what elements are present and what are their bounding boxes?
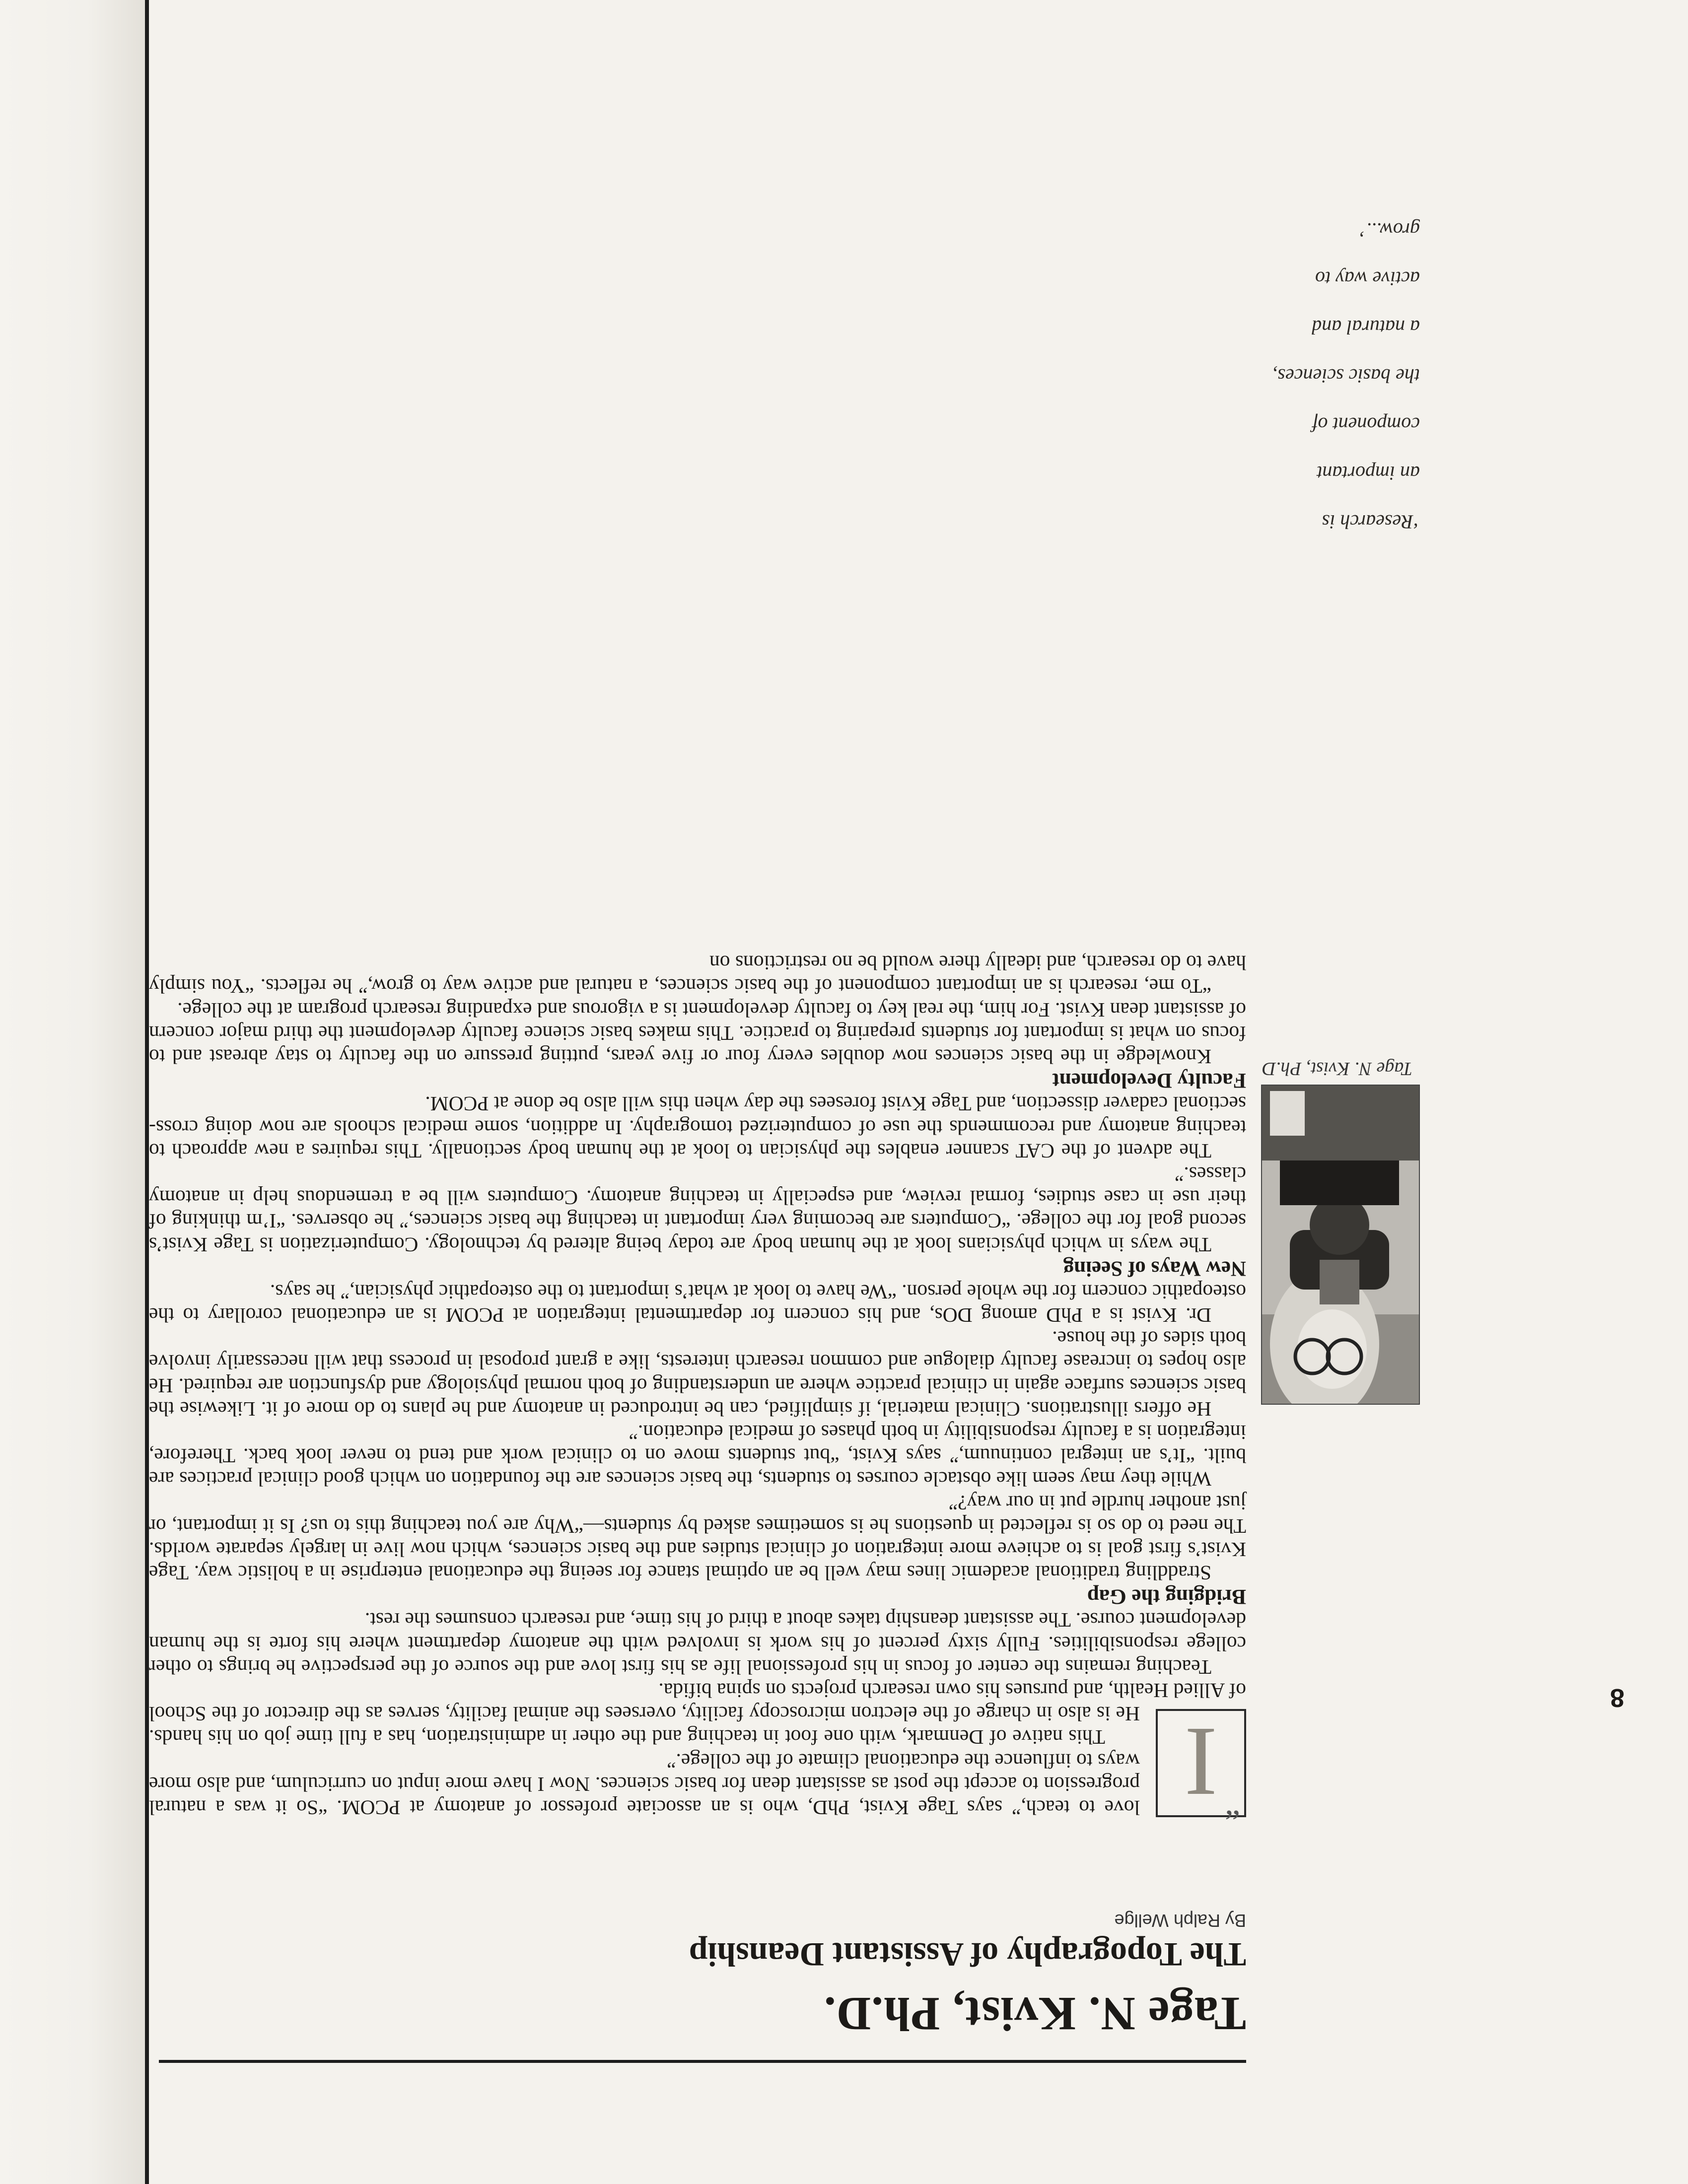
pull-quote-line: a natural and: [1312, 316, 1420, 339]
pull-quote-line: active way to grow...’: [1315, 219, 1420, 290]
page-number: 8: [1610, 1683, 1624, 1712]
microscope-portrait-image: [1261, 1085, 1419, 1404]
paragraph: While they may seem like obstacle courses to students, the basic sciences are the foundation on which good clinical practices are built. “It’s an integral continuum,” says Kvist, “but students move on to clinical work and tend to never look back. Therefore, integration is a faculty responsibility in both phases of medical education.”: [149, 1421, 1246, 1491]
photo-caption: Tage N. Kvist, Ph.D: [1262, 1058, 1412, 1079]
paragraph: Straddling traditional academic lines may well be an optimal stance for seeing the educational enterprise in a holistic way. Tage Kvist’s first goal is to achieve more integration of clinical studies and the basic sciences, which now live in largely separate worlds. The need to do so is reflected in questions he is sometimes asked by students—“Why are you teaching this to us? Is it important, or just another hurdle put in our way?”: [149, 1491, 1246, 1585]
paragraph: “To me, research is an important component of the basic sciences, a natural and active way to grow,” he reflects. “You simply have to do research, and ideally there would be no restrictions on: [149, 952, 1246, 998]
paragraph: Knowledge in the basic sciences now doubles every four or five years, putting pressure on the faculty to stay abreast and to focus on what is important for students preparing to practice. This makes basic science faculty development the third major concern of assistant dean Kvist. For him, the real key to faculty development is a vigorous and expanding research program at the college.: [149, 998, 1246, 1069]
paragraph: He offers illustrations. Clinical material, if simplified, can be introduced in anatomy and he plans to do more of it. Likewise the basic sciences surface again in clinical practice where an understanding of both normal physiology and dysfunction are required. He also hopes to increase faculty dialogue and common research interests, like a grant proposal in process that will necessarily involve both sides of the house.: [149, 1327, 1246, 1421]
article-body: [149, 951, 1246, 1827]
pull-quote: [1256, 205, 1420, 546]
paragraph: Dr. Kvist is a PhD among DOs, and his concern for departmental integration at PCOM is an educational corollary to the osteopathic concern for the whole person. “We have to look at what’s important to the osteopathic physician,” he says.: [149, 1280, 1246, 1327]
drop-cap-quote-mark: “: [1224, 1788, 1240, 1827]
section-heading: New Ways of Seeing: [1063, 1256, 1246, 1280]
section-heading: Bridging the Gap: [1087, 1585, 1246, 1609]
pull-quote-line: ‘Research is: [1322, 511, 1420, 533]
pull-quote-line: the basic sciences,: [1272, 365, 1420, 387]
pull-quote-line: component of: [1312, 413, 1420, 436]
paragraph: Teaching remains the center of focus in his professional life as his first love and the source of the perspective he brings to other college responsibilities. Fully sixty percent of his work is involved with the anatomy department where his forte is the human development course. The assistant deanship takes about a third of his time, and research consumes the rest.: [149, 1609, 1246, 1679]
binding-shadow: [0, 0, 145, 2184]
portrait-photo: [1261, 1085, 1420, 1405]
paragraph: The ways in which physicians look at the human body are today being altered by technology. Computerization is Tage Kvist’s second goal for the college. “Computers are becoming very important in teaching the basic sciences,” he observes. “I’m thinking of their use in case studies, formal review, and especially in teaching anatomy. Computers will be a tremendous help in anatomy classes.”: [149, 1162, 1246, 1256]
article-byline: By Ralph Wellge: [1114, 1911, 1246, 1931]
title-rule: [159, 2060, 1246, 2063]
paragraph: The advent of the CAT scanner enables the physician to look at the human body sectionally. This requires a new approach to teaching anatomy and recommends the use of computerized tomography. In addition, some medical schools are now doing cross-sectional cadaver dissection, and Tage Kvist foresees the day when this will also be done at PCOM.: [149, 1092, 1246, 1162]
article-title: Tage N. Kvist, Ph.D.: [823, 1987, 1246, 2041]
section-heading: Faculty Development: [1052, 1069, 1246, 1092]
paragraph: This native of Denmark, with one foot in teaching and the other in administration, has a full time job on his hands. He is also in charge of the electron microscopy facility, oversees the animal facility, serves as the director of the School of Allied Health, and pursues his own research projects on spina bifida.: [149, 1679, 1246, 1749]
drop-cap: [1156, 1707, 1246, 1827]
page-edge-rule: [145, 0, 149, 2184]
paragraph: love to teach,” says Tage Kvist, PhD, who is an associate professor of anatomy at PCOM. “So it was a natural progression to accept the post as assistant dean for basic sciences. Now I have more input on curriculum, and also more ways to influence the educational climate of the college.”: [149, 1749, 1140, 1819]
pull-quote-line: an important: [1317, 462, 1420, 484]
drop-cap-letter: I: [1184, 1707, 1218, 1817]
article-subtitle: The Topography of Assistant Deanship: [689, 1936, 1246, 1974]
